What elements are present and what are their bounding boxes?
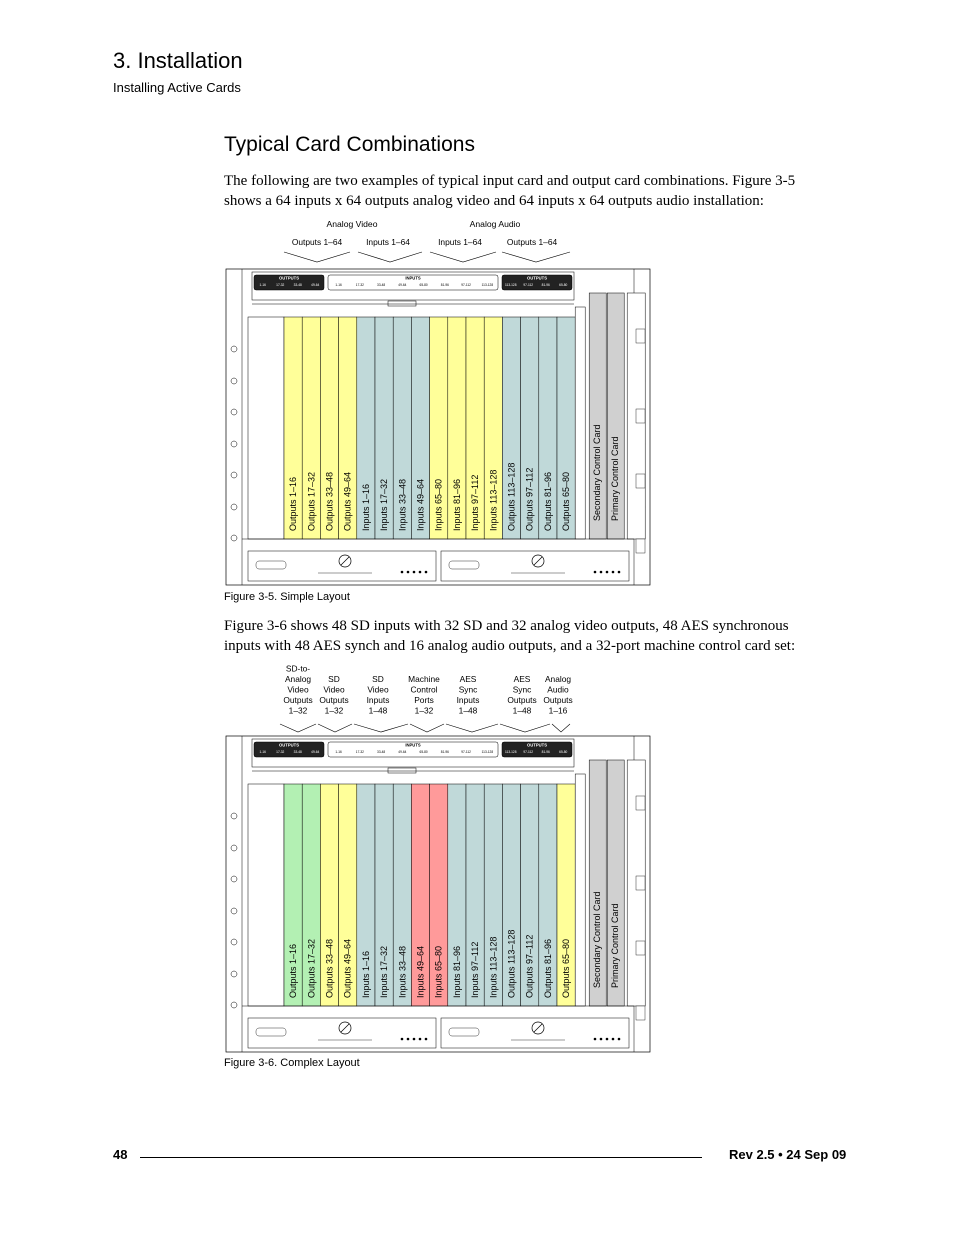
- connector-range-label: 113-128: [505, 750, 517, 754]
- callout-label: [507, 674, 536, 716]
- card-label: Inputs 1–16: [360, 483, 371, 531]
- callout-line: Outputs: [507, 695, 537, 705]
- indicator-led: [407, 571, 410, 574]
- figure-caption-complex: Figure 3-6. Complex Layout: [224, 1057, 360, 1069]
- callout-bracket: [280, 724, 316, 732]
- connector-block-title: INPUTS: [405, 742, 421, 748]
- card-label: Outputs 113–128: [506, 929, 517, 998]
- connector-range-label: 81-96: [440, 283, 449, 287]
- status-leds: [449, 561, 479, 569]
- card-label: Outputs 97–112: [524, 467, 535, 531]
- control-card-label: Secondary Control Card: [592, 424, 603, 521]
- connector-range-label: 97-112: [461, 750, 471, 754]
- card-label: Outputs 33–48: [324, 471, 335, 531]
- callout-bracket: [430, 252, 496, 262]
- callout-line: AES: [459, 674, 477, 684]
- callout-line: Machine: [408, 674, 440, 684]
- empty-slot-left: [248, 317, 284, 539]
- indicator-led: [419, 571, 422, 574]
- callout-bracket: [500, 724, 550, 732]
- connector-range-label: 49-64: [398, 283, 407, 287]
- card-label: Outputs 1–16: [288, 943, 299, 998]
- router-frame: [226, 736, 650, 1052]
- callout-bracket: [502, 252, 570, 262]
- connector-range-label: 1-16: [259, 750, 266, 754]
- slot-divider: [575, 307, 585, 539]
- callout-bracket: [552, 724, 570, 732]
- card-label: Outputs 49–64: [342, 471, 353, 531]
- connector-range-label: 65-80: [419, 283, 428, 287]
- card-label: Inputs 49–64: [415, 945, 426, 998]
- connector-block-title: OUTPUTS: [526, 275, 548, 281]
- chapter-title: 3. Installation: [113, 48, 243, 73]
- card-label: Inputs 81–96: [451, 478, 462, 531]
- callout-label: [457, 674, 480, 716]
- connector-range-label: 65-80: [559, 750, 568, 754]
- connector-range-label: 49-64: [311, 283, 320, 287]
- card-label: Inputs 81–96: [451, 945, 462, 998]
- callout-label: Inputs 1–64: [366, 237, 410, 247]
- card-label: Inputs 17–32: [379, 478, 390, 531]
- connector-range-label: 81-96: [541, 283, 550, 287]
- indicator-led: [594, 1038, 597, 1041]
- connector-range-label: 17-32: [355, 750, 364, 754]
- status-leds: [256, 1028, 286, 1036]
- callout-line: 1–48: [458, 705, 478, 716]
- figure-simple-layout: [220, 215, 660, 587]
- callout-bracket: [354, 724, 408, 732]
- indicator-led: [594, 571, 597, 574]
- indicator-led: [413, 571, 416, 574]
- page-number: 48: [113, 1147, 128, 1162]
- slot-divider: [575, 774, 585, 1006]
- callout-line: Control: [410, 684, 438, 695]
- callout-line: Audio: [547, 684, 569, 695]
- latch-icon: [636, 409, 645, 423]
- callout-line: Ports: [414, 695, 434, 705]
- card-label: Outputs 81–96: [542, 938, 553, 998]
- callout-bracket: [446, 724, 498, 732]
- card-label: Inputs 1–16: [360, 950, 371, 998]
- callout-line: SD: [328, 674, 340, 684]
- callout-line: SD: [372, 674, 384, 684]
- control-card-label: Secondary Control Card: [592, 891, 603, 988]
- connector-range-label: 81-96: [440, 750, 449, 754]
- connector-range-label: 49-64: [398, 750, 407, 754]
- card-label: Inputs 17–32: [379, 945, 390, 998]
- card-label: Inputs 97–112: [470, 941, 481, 998]
- callout-line: 1–48: [512, 705, 532, 716]
- indicator-led: [618, 1038, 621, 1041]
- indicator-led: [407, 1038, 410, 1041]
- indicator-led: [600, 1038, 603, 1041]
- card-label: Inputs 65–80: [433, 945, 444, 998]
- connector-range-label: 113-128: [505, 283, 517, 287]
- card-label: Inputs 33–48: [397, 478, 408, 531]
- connector-block-title: OUTPUTS: [526, 742, 548, 748]
- card-label: Inputs 113–128: [488, 936, 499, 998]
- callout-line: Outputs: [283, 695, 313, 705]
- callout-line: Inputs: [366, 695, 390, 705]
- card-label: Outputs 17–32: [306, 471, 317, 531]
- latch-icon: [636, 1006, 645, 1020]
- card-label: Inputs 113–128: [488, 469, 499, 531]
- card-label: Outputs 113–128: [506, 462, 517, 531]
- connector-block-title: OUTPUTS: [278, 275, 300, 281]
- control-card-label: Primary Control Card: [610, 436, 621, 521]
- indicator-led: [425, 1038, 428, 1041]
- group-label: Analog Video: [326, 219, 378, 229]
- indicator-led: [419, 1038, 422, 1041]
- latch-icon: [636, 539, 645, 553]
- status-leds: [256, 561, 286, 569]
- indicator-led: [606, 571, 609, 574]
- latch-icon: [636, 796, 645, 810]
- callout-label: Outputs 1–64: [291, 237, 343, 247]
- callout-bracket: [410, 724, 444, 732]
- panel-handle: [388, 301, 416, 306]
- callout-bracket: [284, 252, 350, 262]
- callout-label: [319, 674, 348, 716]
- card-label: Outputs 1–16: [288, 476, 299, 531]
- callout-line: Video: [323, 684, 345, 695]
- indicator-led: [612, 1038, 615, 1041]
- chapter-subtitle: Installing Active Cards: [113, 80, 241, 95]
- callout-line: 1–32: [288, 705, 308, 716]
- callout-line: Sync: [458, 684, 478, 695]
- connector-range-label: 49-64: [311, 750, 320, 754]
- callout-label: [283, 664, 312, 716]
- figure-caption-simple: Figure 3-5. Simple Layout: [224, 591, 350, 603]
- status-leds: [449, 1028, 479, 1036]
- card-label: Outputs 33–48: [324, 938, 335, 998]
- latch-icon: [636, 474, 645, 488]
- callout-line: Video: [367, 684, 389, 695]
- connector-range-label: 97-112: [523, 750, 534, 754]
- callout-line: 1–16: [548, 705, 568, 716]
- latch-icon: [636, 329, 645, 343]
- connector-range-label: 1-16: [335, 750, 342, 754]
- connector-range-label: 1-16: [335, 283, 342, 287]
- card-label: Outputs 81–96: [542, 471, 553, 531]
- callout-line: Analog: [544, 674, 572, 684]
- connector-range-label: 17-32: [355, 283, 364, 287]
- connector-range-label: 33-48: [293, 283, 302, 287]
- callout-label: [408, 674, 440, 716]
- callout-label: [543, 674, 572, 716]
- card-label: Outputs 65–80: [561, 471, 572, 531]
- card-label: Inputs 33–48: [397, 945, 408, 998]
- panel-handle: [388, 768, 416, 773]
- paragraph-complex: Figure 3-6 shows 48 SD inputs with 32 SD and 32 analog video outputs, 48 AES synchronous inputs with 48 AES synch and 16 analog audio outputs, and a 32-port machine control card set:: [224, 618, 796, 654]
- router-frame: [226, 269, 650, 585]
- connector-range-label: 33-48: [293, 750, 302, 754]
- figure-complex-layout: [220, 660, 660, 1054]
- indicator-led: [606, 1038, 609, 1041]
- card-label: Outputs 97–112: [524, 934, 535, 998]
- card-label: Inputs 97–112: [470, 474, 481, 531]
- callout-label: Outputs 1–64: [506, 237, 558, 247]
- control-card-label: Primary Control Card: [610, 903, 621, 988]
- revision-label: Rev 2.5 • 24 Sep 09: [729, 1147, 847, 1162]
- connector-range-label: 97-112: [461, 283, 471, 287]
- indicator-led: [401, 571, 404, 574]
- connector-range-label: 97-112: [523, 283, 534, 287]
- card-label: Inputs 49–64: [415, 478, 426, 531]
- callout-line: Video: [287, 684, 309, 695]
- indicator-led: [600, 571, 603, 574]
- card-label: Outputs 49–64: [342, 938, 353, 998]
- card-label: Outputs 65–80: [561, 938, 572, 998]
- callout-line: Outputs: [319, 695, 349, 705]
- callout-label: Inputs 1–64: [438, 237, 482, 247]
- callout-line: 1–32: [414, 705, 434, 716]
- callout-bracket: [318, 724, 352, 732]
- callout-line: 1–48: [368, 705, 388, 716]
- callout-label: [367, 674, 390, 716]
- connector-range-label: 17-32: [276, 750, 285, 754]
- card-label: Outputs 17–32: [306, 938, 317, 998]
- connector-block-title: OUTPUTS: [278, 742, 300, 748]
- connector-block-title: INPUTS: [405, 275, 421, 281]
- indicator-led: [425, 571, 428, 574]
- connector-range-label: 17-32: [276, 283, 285, 287]
- callout-line: Inputs: [456, 695, 480, 705]
- footer-rule: [140, 1157, 702, 1158]
- connector-range-label: 65-80: [559, 283, 568, 287]
- indicator-led: [413, 1038, 416, 1041]
- connector-range-label: 1-16: [259, 283, 266, 287]
- callout-line: Sync: [512, 684, 532, 695]
- section-title: Typical Card Combinations: [224, 133, 475, 156]
- paragraph-intro: The following are two examples of typical input card and output card combinations. Figure 3-5 shows a 64 inputs x 64 outputs analog video and 64 inputs x 64 outputs audio installation:: [224, 173, 796, 209]
- connector-range-label: 113-128: [481, 750, 494, 754]
- indicator-led: [401, 1038, 404, 1041]
- connector-range-label: 81-96: [541, 750, 550, 754]
- connector-range-label: 33-48: [377, 283, 386, 287]
- callout-line: SD-to-: [285, 663, 311, 674]
- card-label: Inputs 65–80: [433, 478, 444, 531]
- callout-line: AES: [513, 674, 531, 684]
- connector-range-label: 33-48: [377, 750, 386, 754]
- callout-line: Analog: [284, 674, 312, 684]
- latch-icon: [636, 941, 645, 955]
- group-label: Analog Audio: [469, 219, 521, 229]
- empty-slot-left: [248, 784, 284, 1006]
- indicator-led: [618, 571, 621, 574]
- latch-icon: [636, 876, 645, 890]
- callout-line: Outputs: [543, 695, 573, 705]
- indicator-led: [612, 571, 615, 574]
- connector-range-label: 113-128: [481, 283, 494, 287]
- callout-bracket: [358, 252, 422, 262]
- callout-line: 1–32: [324, 705, 344, 716]
- connector-range-label: 65-80: [419, 750, 428, 754]
